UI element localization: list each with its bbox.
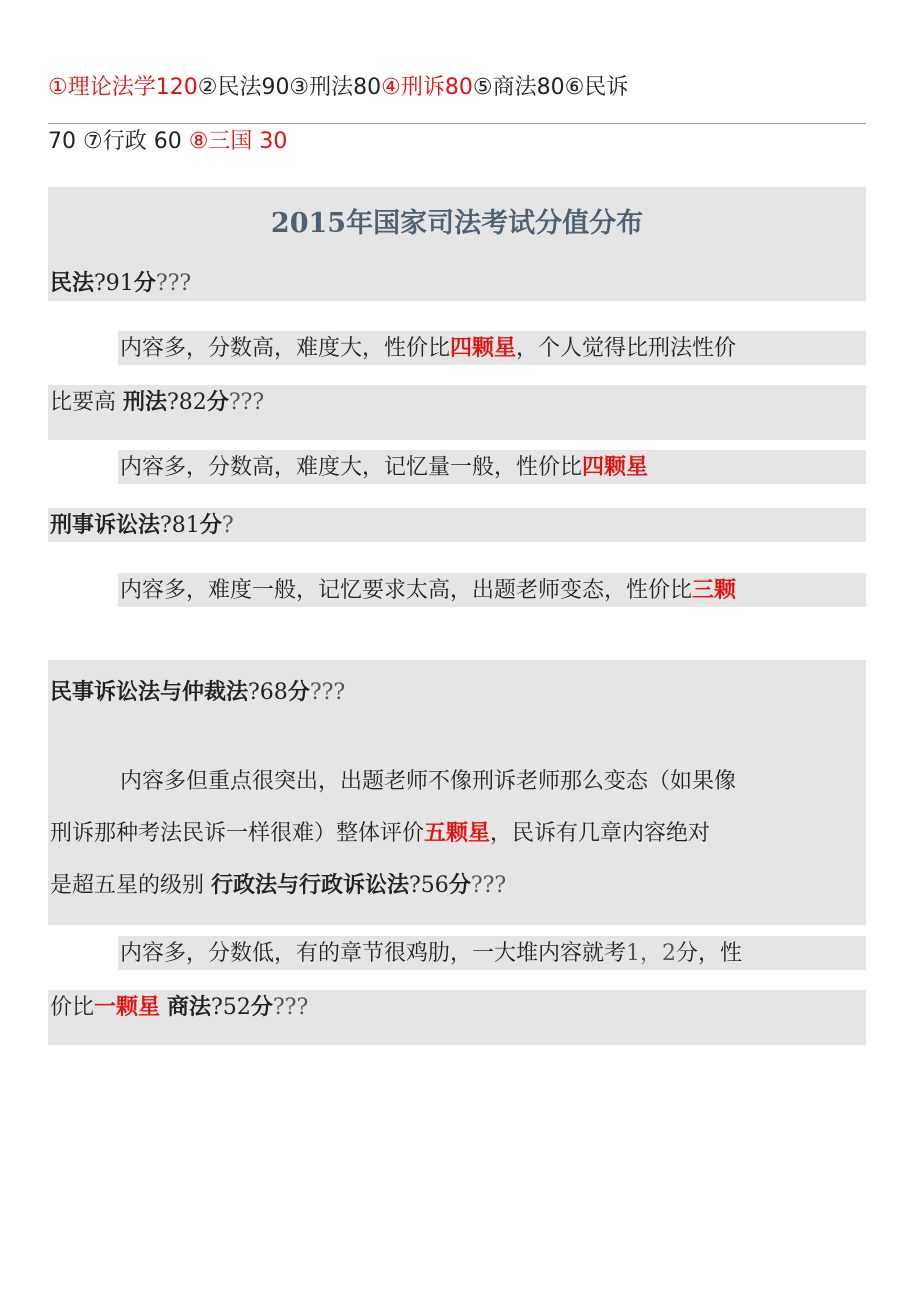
trail-marks: ??? xyxy=(470,873,507,898)
summary-line-2 xyxy=(48,124,287,160)
summary-item: ⑧三国 30 xyxy=(188,129,288,154)
section-heading-civil xyxy=(50,266,191,302)
section-name: 民法 xyxy=(50,271,95,296)
trail-marks: ? xyxy=(221,513,234,538)
section-name: 刑事诉讼法 xyxy=(50,513,161,538)
summary-item: ①理论法学120 xyxy=(48,75,198,100)
summary-item: ⑤商法80⑥民诉 xyxy=(472,75,629,100)
score-unit: 分 xyxy=(206,390,229,415)
section-score: ?81 xyxy=(160,513,200,538)
section-name: 刑法 xyxy=(123,390,168,415)
section-score: ?56 xyxy=(409,873,449,898)
desc-number: 1，2 xyxy=(626,941,677,966)
desc-text: 内容多，难度一般，记忆要求太高，出题老师变态，性价比 xyxy=(120,578,693,603)
section-score: ?91 xyxy=(94,271,134,296)
desc-text: 内容多，分数高，难度大，记忆量一般，性价比 xyxy=(120,455,583,480)
score-unit: 分 xyxy=(250,995,273,1020)
section-heading-civil-procedure xyxy=(50,675,345,711)
section-score: ?52 xyxy=(211,995,251,1020)
score-unit: 分 xyxy=(287,680,310,705)
desc-text: 内容多但重点很突出，出题老师不像刑诉老师那么变态（如果像 xyxy=(120,769,737,794)
desc-text: ，民诉有几章内容绝对 xyxy=(490,821,711,846)
section-name: 民事诉讼法与仲裁法 xyxy=(50,680,249,705)
section-name: 行政法与行政诉讼法 xyxy=(211,873,410,898)
desc-text: ，个人觉得比刑法性价 xyxy=(516,336,737,361)
summary-item: 70 ⑦行政 60 xyxy=(48,129,189,154)
section-desc-civil xyxy=(120,331,736,367)
desc-text: 价比 xyxy=(50,995,95,1020)
section-desc-administrative xyxy=(120,936,742,972)
rating-badge: 五颗星 xyxy=(424,821,491,846)
desc-text: 内容多，分数低，有的章节很鸡肋，一大堆内容就考 xyxy=(120,941,627,966)
section-heading-criminal xyxy=(50,385,264,421)
desc-text: 是超五星的级别 xyxy=(50,873,211,898)
rating-badge: 三颗 xyxy=(692,578,737,603)
section-desc-civil-procedure xyxy=(120,764,736,800)
section-heading-commercial xyxy=(50,990,308,1026)
section-score: ?82 xyxy=(167,390,207,415)
score-unit: 分 xyxy=(199,513,222,538)
section-name: 商法 xyxy=(167,995,212,1020)
trail-marks: ??? xyxy=(272,995,309,1020)
trail-marks: ??? xyxy=(309,680,346,705)
section-heading-criminal-procedure xyxy=(50,508,234,544)
summary-item: ④刑诉80 xyxy=(381,75,473,100)
desc-text: 分，性 xyxy=(676,941,743,966)
trail-marks: ??? xyxy=(228,390,265,415)
section-desc-criminal xyxy=(120,450,648,486)
rating-badge: 一颗星 xyxy=(94,995,161,1020)
section-desc-civil-procedure-2 xyxy=(50,816,710,852)
score-unit: 分 xyxy=(133,271,156,296)
summary-line-1 xyxy=(48,70,628,106)
desc-text: 比要高 xyxy=(50,390,123,415)
trail-marks: ??? xyxy=(155,271,192,296)
rating-badge: 四颗星 xyxy=(450,336,517,361)
summary-item: ②民法90③刑法80 xyxy=(197,75,382,100)
section-desc-criminal-procedure xyxy=(120,573,736,609)
section-score: ?68 xyxy=(248,680,288,705)
score-unit: 分 xyxy=(448,873,471,898)
desc-text: 刑诉那种考法民诉一样很难）整体评价 xyxy=(50,821,425,846)
rating-badge: 四颗星 xyxy=(582,455,649,480)
section-heading-administrative xyxy=(50,868,506,904)
page-title: 2015年国家司法考试分值分布 xyxy=(270,208,644,239)
desc-text: 内容多，分数高，难度大，性价比 xyxy=(120,336,451,361)
